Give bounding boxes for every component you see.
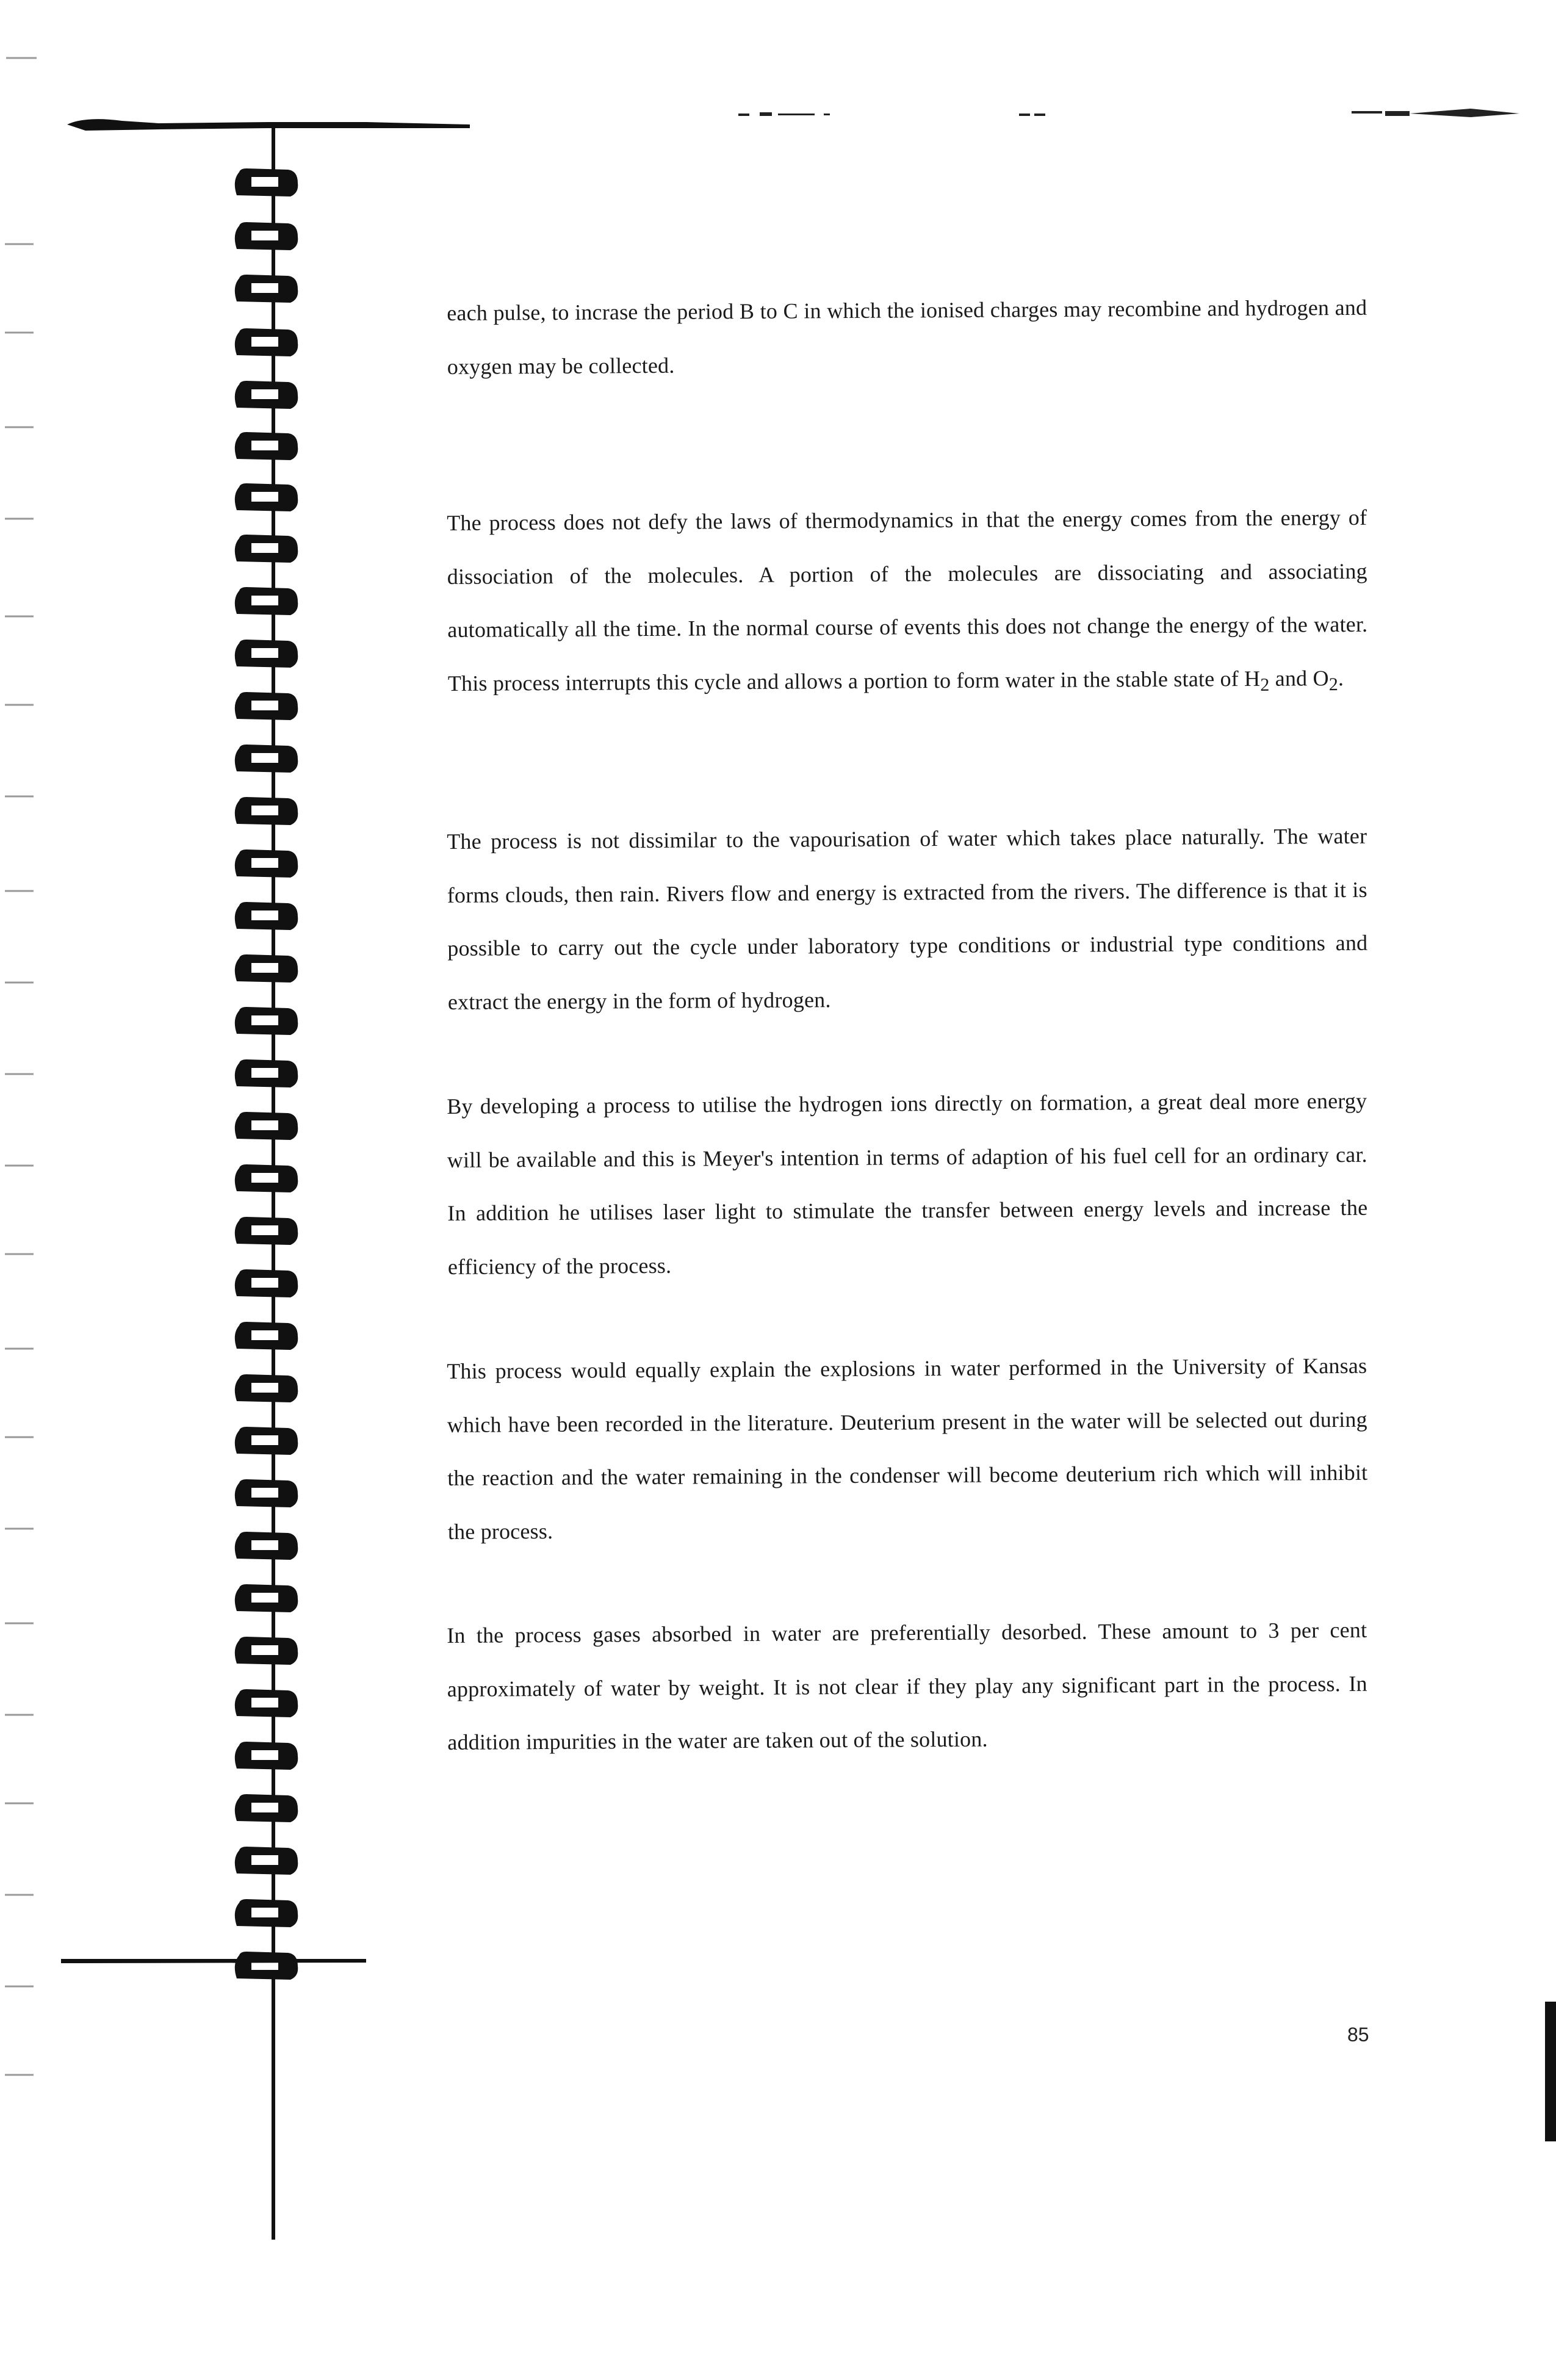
page-number: 85 — [1347, 2024, 1369, 2046]
paragraph-2-end: . — [1338, 665, 1344, 690]
right-edge-scan-bar — [1545, 2002, 1556, 2141]
bottom-scan-line — [37, 1947, 378, 1971]
paragraph-3: The process is not dissimilar to the vapourisation of water which takes place naturally. The water forms clouds, then rain. Rivers flow and energy is extracted from the rivers. The difference is that it is possible to carry out the cycle under laboratory type conditions or industrial type conditions and extract the energy in the form of hydrogen. — [447, 823, 1368, 1014]
top-right-scan-marks — [702, 104, 1525, 128]
h2-subscript: 2 — [1260, 674, 1270, 695]
paragraph-6: In the process gases absorbed in water are preferentially desorbed. These amount to 3 per cent approximately of water by weight. It is not clear if they play any significant part in the process. In addition impurities in the water are taken out of the solution. — [447, 1617, 1367, 1754]
spiral-binding-rings — [220, 122, 378, 2380]
margin-tick-marks — [0, 0, 55, 2141]
paragraph-1: each pulse, to incrase the period B to C in which the ionised charges may recombine and hydrogen and oxygen may be collected. — [447, 295, 1367, 379]
paragraph-5: This process would equally explain the explosions in water performed in the University of Kansas which have been recorded in the literature. Deuterium present in the water will be selected out during the reaction and the water remaining in the condenser will become deuterium rich which will inhibit the process. — [447, 1353, 1368, 1544]
paragraph-2-mid: and O — [1269, 665, 1329, 691]
paragraph-4: By developing a process to utilise the hydrogen ions directly on formation, a great deal more energy will be available and this is Meyer's intention in terms of adaption of his fuel cell for an ordinary car. In addition he utilises laser light to stimulate the transfer between energy levels and increase the efficiency of the process. — [447, 1088, 1368, 1279]
o2-subscript: 2 — [1328, 674, 1339, 694]
paragraph-2-text: The process does not defy the laws of thermodynamics in that the energy comes from the energy of dissociation of the molecules. A portion of the molecules are dissociating and associating automatically all the time. In the normal course of events this does not change the energy of the water. This process interrupts this cycle and allows a portion to form water in the stable state of H — [447, 505, 1368, 696]
paragraph-2 — [447, 491, 1368, 710]
